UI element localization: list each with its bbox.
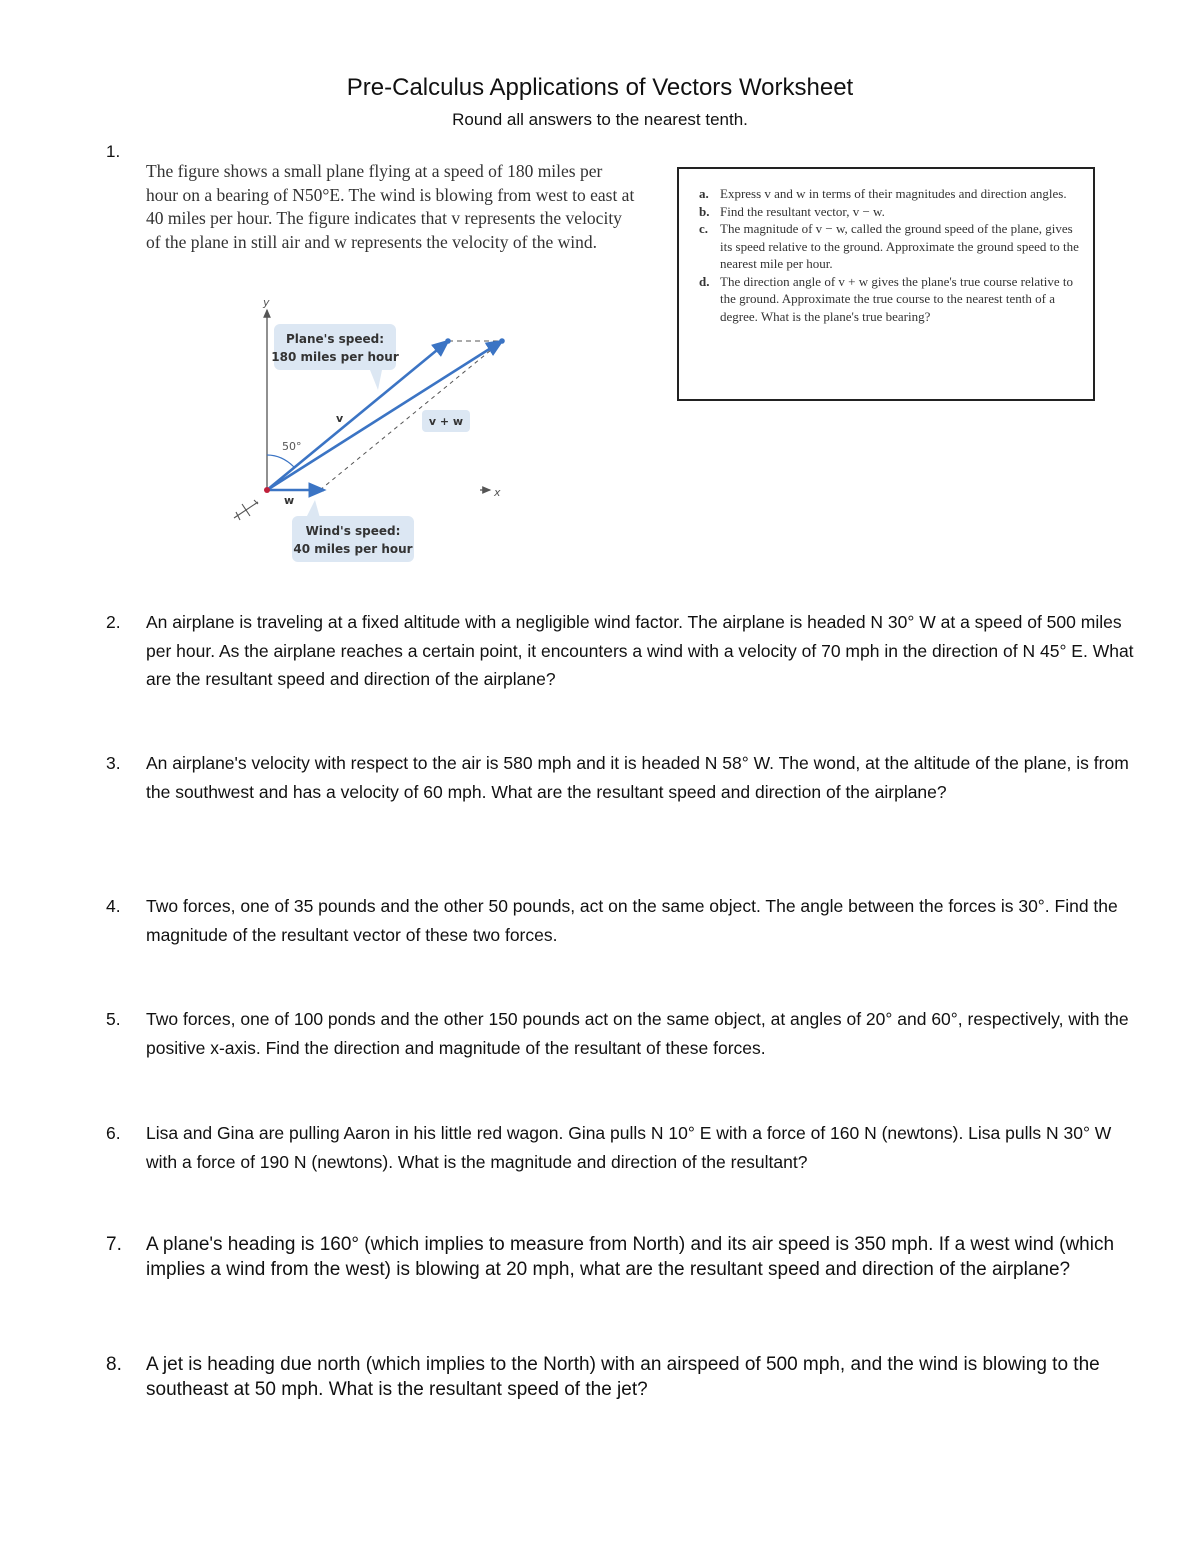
problem1-text: The figure shows a small plane flying at a speed of 180 miles per hour on a bearing of N50°E. The wind is blowing from west to east at 40 miles per hour. The figure indicates that v represents the velocity of the plane in still air and w represents the velocity of the wind.: [146, 161, 635, 252]
question-text: Two forces, one of 35 pounds and the other 50 pounds, act on the same object. The angle between the forces is 30°. Find the magnitude of the resultant vector of these two forces.: [146, 896, 1118, 945]
question-3: [106, 749, 1146, 806]
question-6: [106, 1119, 1146, 1176]
question-number: 2.: [106, 612, 121, 632]
question-5: [106, 1005, 1146, 1062]
question-text: A plane's heading is 160° (which implies to measure from North) and its air speed is 350 mph. If a west wind (which implies a wind from the west) is blowing at 20 mph, what are the resultant speed and direction of the airplane?: [146, 1234, 1115, 1280]
plane-callout-pointer: [370, 370, 382, 390]
part-b: [699, 203, 1083, 221]
question-8: [106, 1352, 1146, 1402]
origin-point: [264, 487, 270, 493]
v-label: v: [336, 412, 344, 425]
question-number-1: 1.: [106, 142, 121, 161]
problem1-parts-box: [677, 167, 1095, 401]
question-4: [106, 892, 1146, 949]
wind-callout-line2: 40 miles per hour: [293, 542, 413, 556]
x-axis-label: x: [494, 486, 501, 499]
question-number: 6.: [106, 1123, 121, 1143]
part-text: Express v and w in terms of their magnitudes and direction angles.: [720, 186, 1067, 201]
page-title: Pre-Calculus Applications of Vectors Worksheet: [346, 74, 854, 101]
part-label: d.: [699, 273, 710, 289]
page-subtitle: Round all answers to the nearest tenth.: [452, 110, 748, 129]
part-label: b.: [699, 203, 710, 219]
wind-callout-line1: Wind's speed:: [305, 524, 401, 538]
part-text: The direction angle of v + w gives the plane's true course relative to the ground. Approximate the true course to the nearest tenth of a degree. What is the plane's true bearing?: [720, 273, 1073, 324]
question-2: [106, 608, 1146, 694]
question-text: Lisa and Gina are pulling Aaron in his little red wagon. Gina pulls N 10° E with a force of 160 N (newtons). Lisa pulls N 30° W with a force of 190 N (newtons). What is the magnitude and direction of the resultant?: [146, 1123, 1112, 1172]
wind-callout-pointer: [306, 500, 320, 518]
vector-v-tip: [445, 338, 451, 344]
question-text: Two forces, one of 100 ponds and the other 150 pounds act on the same object, at angles of 20° and 60°, respectively, with the positive x-axis. Find the direction and magnitude of the resultant of these forces.: [146, 1009, 1129, 1058]
question-number: 3.: [106, 753, 121, 773]
w-label: w: [284, 494, 295, 507]
question-7: [106, 1232, 1146, 1282]
part-d: [699, 273, 1083, 326]
vector-diagram: [220, 290, 520, 570]
part-c: [699, 220, 1083, 273]
question-text: An airplane's velocity with respect to the air is 580 mph and it is headed N 58° W. The wond, at the altitude of the plane, is from the southwest and has a velocity of 60 mph. What are the resultant speed and direction of the airplane?: [146, 753, 1129, 802]
part-text: The magnitude of v − w, called the ground speed of the plane, gives its speed relative to the ground. Approximate the ground speed to the nearest mile per hour.: [720, 221, 1079, 271]
vector-sum-tip: [499, 338, 505, 344]
plane-callout-line2: 180 miles per hour: [271, 350, 399, 364]
angle-label: 50°: [282, 440, 302, 453]
plane-callout-line1: Plane's speed:: [285, 332, 385, 346]
angle-arc: [267, 455, 294, 467]
question-text: A jet is heading due north (which implies to the North) with an airspeed of 500 mph, and the wind is blowing to the southeast at 50 mph. What is the resultant speed of the jet?: [146, 1354, 1100, 1400]
part-label: c.: [699, 221, 709, 236]
airplane-icon: [234, 500, 258, 520]
question-number: 5.: [106, 1009, 121, 1029]
part-a: [699, 185, 1083, 203]
question-text: An airplane is traveling at a fixed altitude with a negligible wind factor. The airplane is headed N 30° W at a speed of 500 miles per hour. As the airplane reaches a certain point, it encounters a wind with a velocity of 70 mph in the direction of N 45° E. What are the resultant speed and direction of the airplane?: [146, 612, 1134, 689]
sum-label: v + w: [428, 415, 464, 428]
y-axis-label: y: [263, 296, 270, 309]
part-label: a.: [699, 186, 709, 201]
question-number: 4.: [106, 896, 121, 916]
part-text: Find the resultant vector, v − w.: [720, 203, 885, 219]
question-number: 7.: [106, 1234, 122, 1255]
question-number: 8.: [106, 1354, 122, 1375]
